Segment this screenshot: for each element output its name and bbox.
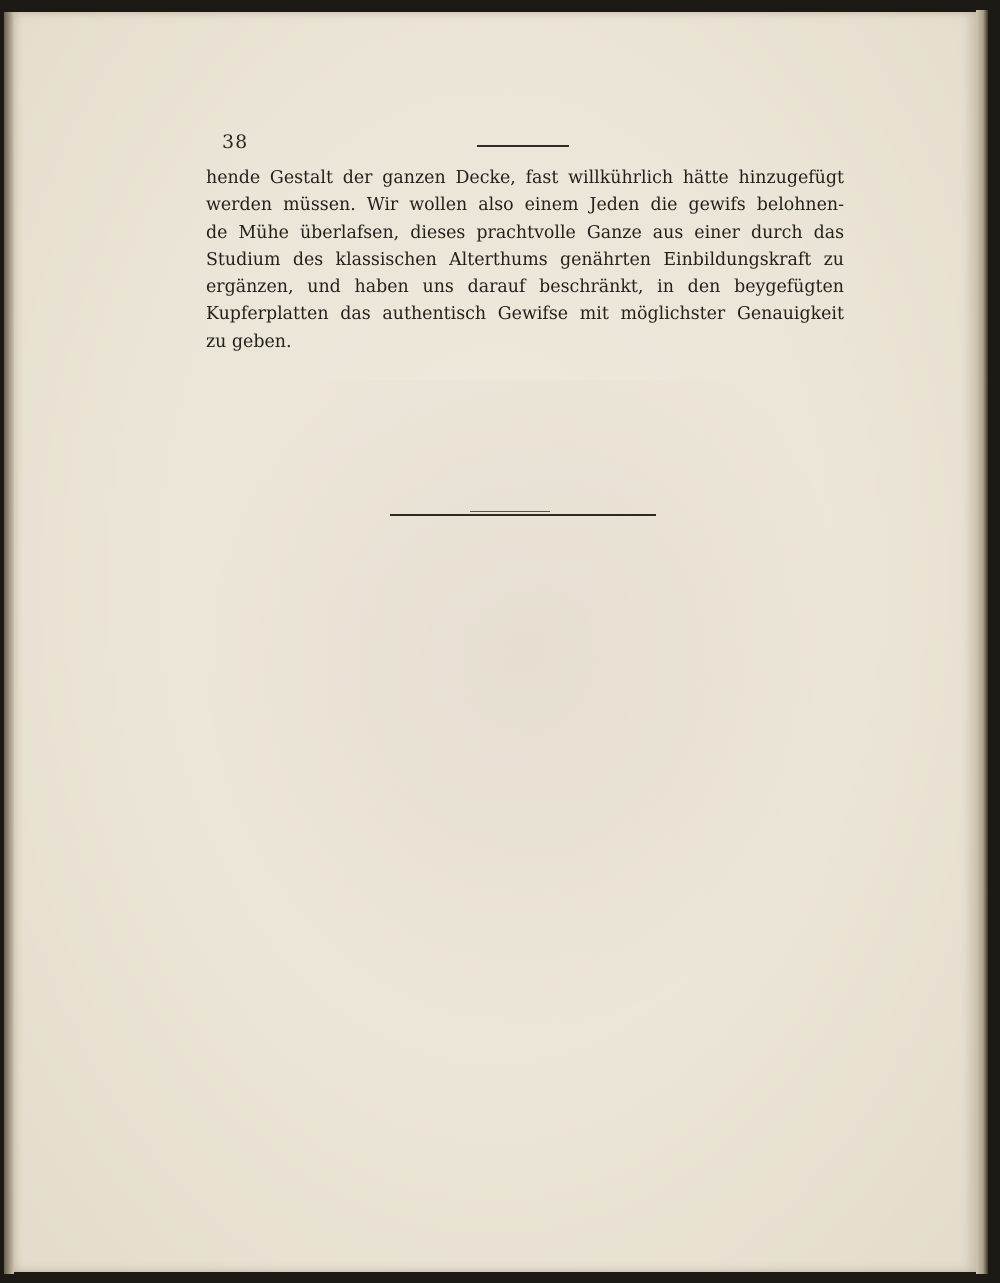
header-rule <box>477 145 569 147</box>
body-paragraph <box>206 165 844 356</box>
text-line: Studium des klassischen Alterthums genährten Einbildungskraft zu <box>206 249 844 270</box>
page-edge-right <box>976 10 988 1274</box>
end-rule-accent <box>470 511 550 512</box>
text-line: Kupferplatten das authentisch Gewifse mit möglichster Genauigkeit <box>206 304 844 325</box>
binding-edge <box>4 12 14 1274</box>
text-line: ergänzen, und haben uns darauf beschränkt, in den beygefügten <box>206 277 844 298</box>
text-line: zu geben. <box>206 331 292 352</box>
text-line: hende Gestalt der ganzen Decke, fast willkührlich hätte hinzugefügt <box>206 168 844 188</box>
text-line: werden müssen. Wir wollen also einem Jeden die gewifs belohnen- <box>206 195 844 216</box>
end-rule <box>390 514 656 516</box>
page-number: 38 <box>222 131 249 153</box>
show-through-shadow <box>190 380 850 1040</box>
text-line: de Mühe überlafsen, dieses prachtvolle Ganze aus einer durch das <box>206 222 844 243</box>
